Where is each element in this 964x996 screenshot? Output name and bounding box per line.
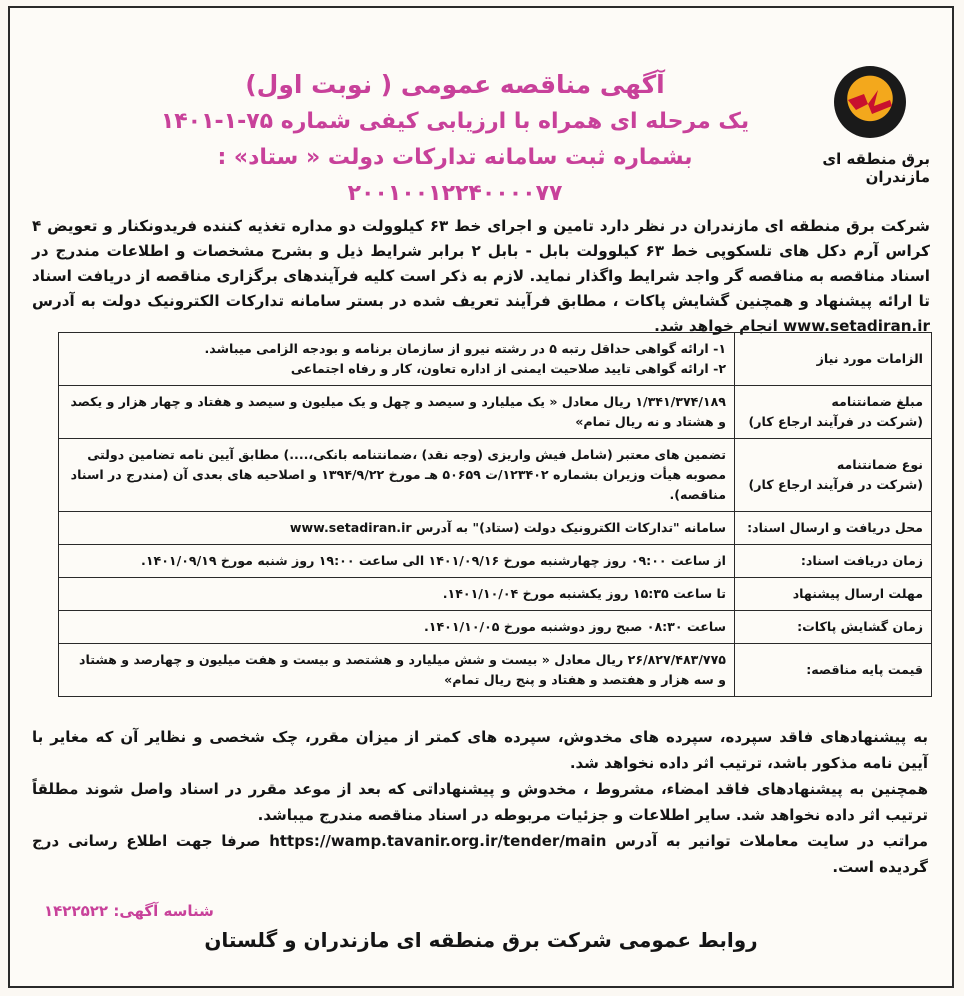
row-value: تا ساعت ۱۵:۳۵ روز یکشنبه مورخ ۱۴۰۱/۱۰/۰۴.	[59, 578, 735, 611]
row-label: زمان گشایش پاکات:	[735, 611, 932, 644]
table-row	[59, 333, 932, 386]
row-label: الزامات مورد نیاز	[735, 333, 932, 386]
row-label: قیمت پایه مناقصه:	[735, 644, 932, 697]
row-value: سامانه "تدارکات الکترونیک دولت (ستاد)" به آدرس www.setadiran.ir	[59, 512, 735, 545]
row-label: محل دریافت و ارسال اسناد:	[735, 512, 932, 545]
row-label: نوع ضمانتنامه (شرکت در فرآیند ارجاع کار)	[735, 439, 932, 512]
row-label: زمان دریافت اسناد:	[735, 545, 932, 578]
table-row	[59, 512, 932, 545]
row-value: ۱/۳۴۱/۳۷۴/۱۸۹ ریال معادل « یک میلیارد و سیصد و چهل و یک میلیون و سیصد و هفتاد و چهار هزار و یکصد و هشتاد و نه ریال تمام»	[59, 386, 735, 439]
row-value: ساعت ۰۸:۳۰ صبح روز دوشنبه مورخ ۱۴۰۱/۱۰/۰۵.	[59, 611, 735, 644]
row-value: تضمین های معتبر (شامل فیش واریزی (وجه نقد) ،ضمانتنامه بانکی،....) مطابق آیین نامه تضامین دولتی مصوبه هیأت وزیران بشماره ۱۲۳۴۰۲/ت ۵۰۶۵۹ هـ مورخ ۱۳۹۴/۹/۲۲ و اصلاحیه های بعدی آن (مندرج در اسناد مناقصه).	[59, 439, 735, 512]
table-row	[59, 386, 932, 439]
tender-subtitle: یک مرحله ای همراه با ارزیابی کیفی شماره ۷۵-۱-۱۴۰۱	[160, 109, 750, 134]
public-relations-footer: روابط عمومی شرکت برق منطقه ای مازندران و گلستان	[204, 928, 758, 952]
condition-paragraph-tavanir-site: مراتب در سایت معاملات توانیر به آدرس https://wamp.tavanir.org.ir/tender/main صرفا جهت اطلاع رسانی درج گردیده است.	[32, 832, 929, 876]
registration-number: بشماره ثبت سامانه تدارکات دولت « ستاد» : ۲۰۰۱۰۰۱۲۲۴۰۰۰۰۷۷	[217, 145, 693, 206]
tender-titles	[130, 66, 780, 212]
tender-details-table	[58, 332, 932, 697]
lightning-bolt-logo-icon	[834, 66, 906, 138]
organization-header	[810, 66, 930, 186]
conditions-section	[32, 724, 928, 880]
row-value: از ساعت ۰۹:۰۰ روز چهارشنبه مورخ ۱۴۰۱/۰۹/۱۶ الی ساعت ۱۹:۰۰ روز شنبه مورخ ۱۴۰۱/۰۹/۱۹.	[59, 545, 735, 578]
row-label: مبلغ ضمانتنامه (شرکت در فرآیند ارجاع کار)	[735, 386, 932, 439]
ad-identifier: شناسه آگهی: ۱۴۲۲۵۲۲	[44, 902, 214, 920]
organization-name: برق منطقه ای مازندران	[822, 150, 930, 186]
advertisement-page	[8, 6, 954, 988]
table-row	[59, 545, 932, 578]
table-row	[59, 644, 932, 697]
condition-paragraph-deposit: به پیشنهادهای فاقد سپرده، سپرده های مخدوش، سپرده های کمتر از میزان مقرر، چک شخصی و نظایر آن که مغایر با آیین نامه مذکور باشد، ترتیب اثر داده نخواهد شد.	[32, 728, 928, 772]
table-row	[59, 439, 932, 512]
intro-paragraph: شرکت برق منطقه ای مازندران در نظر دارد تامین و اجرای خط ۶۳ کیلوولت دو مداره تغذیه کننده فریدونکنار و تعویض ۴ کراس آرم دکل های تلسکوپی خط ۶۳ کیلوولت بابل - بابل ۲ برابر شرایط ذیل و بشرح مشخصات و اطلاعات مندرج در اسناد مناقصه به مناقصه گر واجد شرایط واگذار نماید. لازم به ذکر است کلیه فرآیندهای برگزاری مناقصه از دریافت اسناد تا ارائه پیشنهاد و همچنین گشایش پاکات ، مطابق فرآیند تعریف شده در بستر سامانه تدارکات الکترونیک دولت به آدرس www.setadiran.ir انجام خواهد شد.	[32, 217, 931, 335]
condition-paragraph-signature: همچنین به پیشنهادهای فاقد امضاء، مشروط ، مخدوش و پیشنهاداتی که بعد از موعد مقرر در اسناد واصل شوند مطلقاً ترتیب اثر داده نخواهد شد. سایر اطلاعات و جزئیات مربوطه در اسناد مناقصه مندرج میباشد.	[32, 780, 928, 824]
tender-title: آگهی مناقصه عمومی ( نوبت اول)	[245, 70, 665, 99]
row-value: ۲۶/۸۲۷/۴۸۳/۷۷۵ ریال معادل « بیست و شش میلیارد و هشتصد و بیست و هفت میلیون و چهارصد و هشتاد و سه هزار و هفتصد و هفتاد و پنج ریال تمام»	[59, 644, 735, 697]
table-row	[59, 611, 932, 644]
row-label: مهلت ارسال پیشنهاد	[735, 578, 932, 611]
table-row	[59, 578, 932, 611]
row-value: ۱- ارائه گواهی حداقل رتبه ۵ در رشته نیرو از سازمان برنامه و بودجه الزامی میباشد. ۲- ارائه گواهی تایید صلاحیت ایمنی از اداره تعاون، کار و رفاه اجتماعی	[59, 333, 735, 386]
